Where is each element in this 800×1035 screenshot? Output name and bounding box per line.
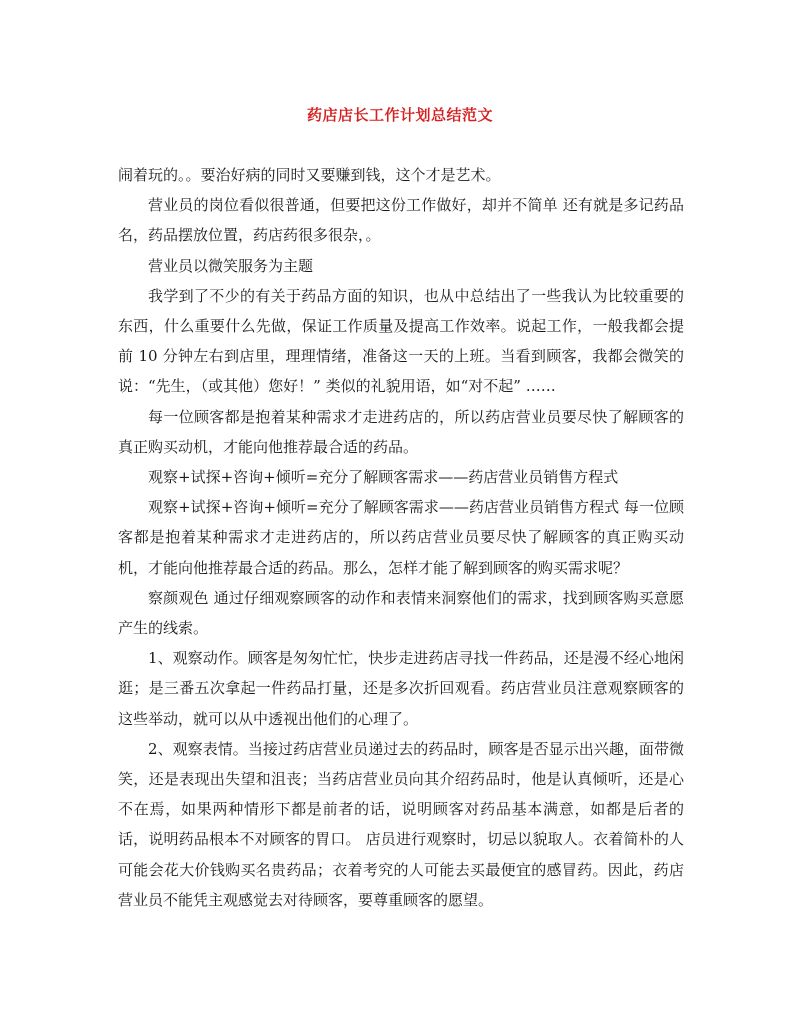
paragraph-clerk-position: 营业员的岗位看似很普通，但要把这份工作做好，却并不简单 还有就是多记药品名，药品摆放位置，药店药很多很杂，。 bbox=[118, 196, 684, 245]
paragraph-observe-actions: 1、观察动作。顾客是匆匆忙忙，快步走进药店寻找一件药品，还是漫不经心地闲逛；是三番五次拿起一件药品打量，还是多次折回观看。药店营业员注意观察顾客的这些举动，就可以从中透视出他们的心理了。 bbox=[118, 649, 684, 728]
paragraph-smile-service: 营业员以微笑服务为主题 bbox=[148, 256, 314, 275]
paragraph-learning: 我学到了不少的有关于药品方面的知识，也从中总结出了一些我认为比较重要的东西，什么重要什么先做，保证工作质量及提高工作效率。说起工作，一般我都会提前 10 分钟左右到店里，理理情绪，准备这一天的上班。当看到顾客，我都会微笑的说：“先生，（或其他）您好！” 类似的礼貌用语，如“对不起” …… bbox=[118, 286, 684, 396]
paragraph-continuation: 闹着玩的。。要治好病的同时又要赚到钱，这个才是艺术。 bbox=[118, 166, 501, 184]
document-title: 药店店长工作计划总结范文 bbox=[306, 106, 493, 124]
paragraph-sales-formula: 观察+试探+咨询+倾听=充分了解顾客需求——药店营业员销售方程式 bbox=[148, 468, 619, 487]
paragraph-observe-expressions: 2、观察表情。当接过药店营业员递过去的药品时，顾客是否显示出兴趣，面带微笑，还是表现出失望和沮丧；当药店营业员向其介绍药品时，他是认真倾听，还是心不在焉，如果两种情形下都是前者的话，说明顾客对药品基本满意，如都是后者的话，说明药品根本不对顾客的胃口。 店员进行观察时，切忌以貌取人。衣着简朴的人可能会花大价钱购买名贵药品；衣着考究的人可能去买最便宜的感冒药。因此，药店营业员不能凭主观感觉去对待顾客，要尊重顾客的愿望。 bbox=[118, 739, 684, 909]
document-body bbox=[118, 160, 684, 915]
paragraph-sales-formula-detail: 观察+试探+咨询+倾听=充分了解顾客需求——药店营业员销售方程式 每一位顾客都是抱着某种需求才走进药店的，所以药店营业员要尽快了解顾客的真正购买动机，才能向他推荐最合适的药品。那么，怎样才能了解到顾客的购买需求呢？ bbox=[118, 498, 684, 577]
paragraph-customer-needs: 每一位顾客都是抱着某种需求才走进药店的，所以药店营业员要尽快了解顾客的真正购买动机，才能向他推荐最合适的药品。 bbox=[118, 407, 684, 456]
paragraph-observe: 察颜观色 通过仔细观察顾客的动作和表情来洞察他们的需求，找到顾客购买意愿产生的线索。 bbox=[118, 588, 684, 638]
